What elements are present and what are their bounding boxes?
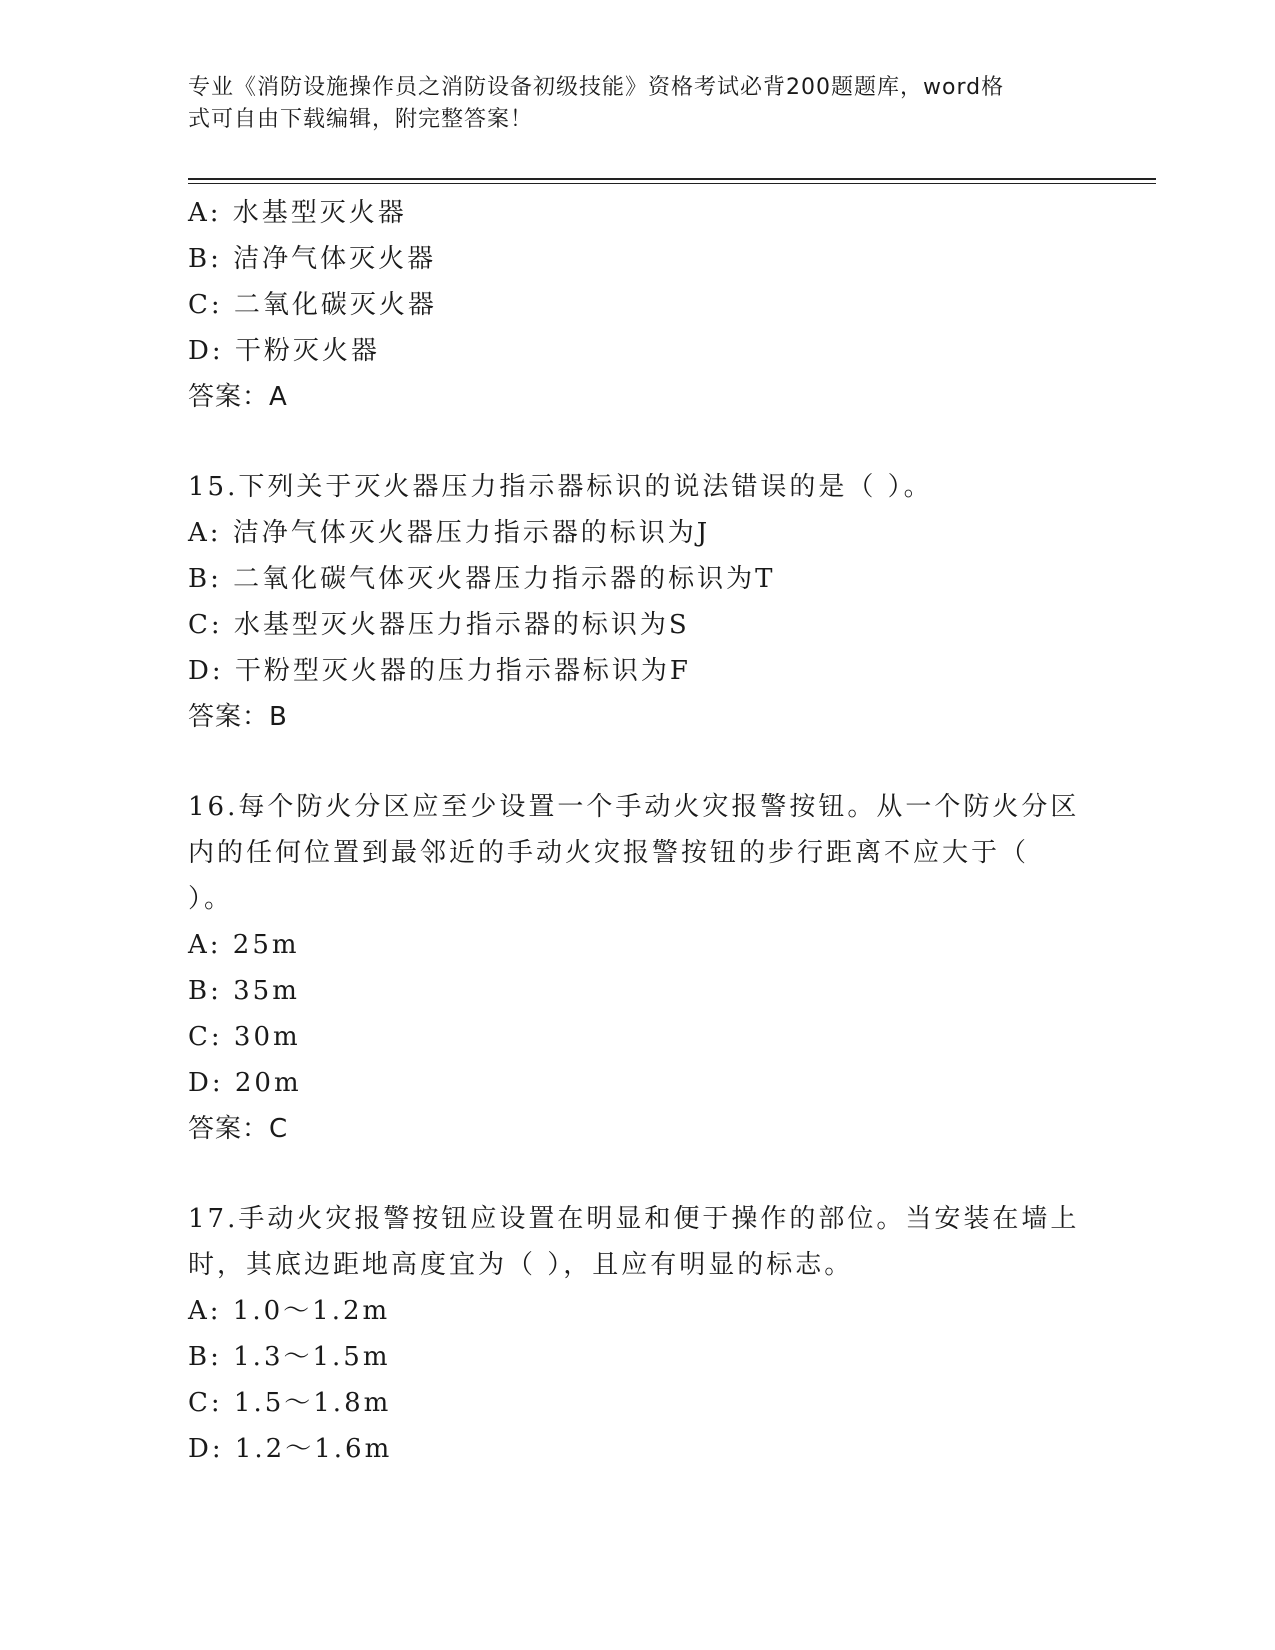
q16-question-line-3: ）。: [188, 884, 234, 914]
q17-question-line-1: 17.手动火灾报警按钮应设置在明显和便于操作的部位。当安装在墙上: [188, 1204, 1080, 1234]
q17-option-c: C: 1.5～1.8m: [188, 1388, 392, 1418]
q14-option-c: C: 二氧化碳灭火器: [188, 290, 437, 320]
question-16-block: [188, 784, 1088, 1152]
q16-option-d: D: 20m: [188, 1068, 302, 1098]
q16-option-c: C: 30m: [188, 1022, 301, 1052]
q17-option-d: D: 1.2～1.6m: [188, 1434, 393, 1464]
document-header: [188, 72, 1068, 136]
q15-option-d: D: 干粉型灭火器的压力指示器标识为F: [188, 656, 691, 686]
q15-option-c: C: 水基型灭火器压力指示器的标识为S: [188, 610, 690, 640]
q15-option-a: A: 洁净气体灭火器压力指示器的标识为J: [188, 518, 711, 548]
q14-option-a: A: 水基型灭火器: [188, 198, 407, 228]
q14-answer: 答案：A: [188, 382, 288, 412]
header-rule-thin: [188, 183, 1156, 184]
question-17-block: [188, 1196, 1088, 1472]
q16-option-a: A: 25m: [188, 930, 300, 960]
q15-answer: 答案：B: [188, 702, 288, 732]
q15-option-b: B: 二氧化碳气体灭火器压力指示器的标识为T: [188, 564, 776, 594]
q16-option-b: B: 35m: [188, 976, 300, 1006]
q16-question-line-2: 内的任何位置到最邻近的手动火灾报警按钮的步行距离不应大于（: [188, 838, 1030, 868]
q16-answer: 答案：C: [188, 1114, 289, 1144]
header-line-2: 式可自由下载编辑，附完整答案！: [188, 107, 534, 132]
header-line-1: 专业《消防设施操作员之消防设备初级技能》资格考试必背200题题库，word格: [188, 75, 1005, 100]
q17-option-b: B: 1.3～1.5m: [188, 1342, 391, 1372]
header-rule-thick: [188, 178, 1156, 180]
q14-option-d: D: 干粉灭火器: [188, 336, 380, 366]
q15-question: 15.下列关于灭火器压力指示器标识的说法错误的是（ ）。: [188, 472, 933, 502]
question-15-block: [188, 464, 1088, 740]
q17-option-a: A: 1.0～1.2m: [188, 1296, 391, 1326]
question-14-block: [188, 190, 1088, 420]
q14-option-b: B: 洁净气体灭火器: [188, 244, 437, 274]
q16-question-line-1: 16.每个防火分区应至少设置一个手动火灾报警按钮。从一个防火分区: [188, 792, 1080, 822]
q17-question-line-2: 时，其底边距地高度宜为（ ），且应有明显的标志。: [188, 1250, 854, 1280]
question-list: [188, 190, 1088, 1472]
